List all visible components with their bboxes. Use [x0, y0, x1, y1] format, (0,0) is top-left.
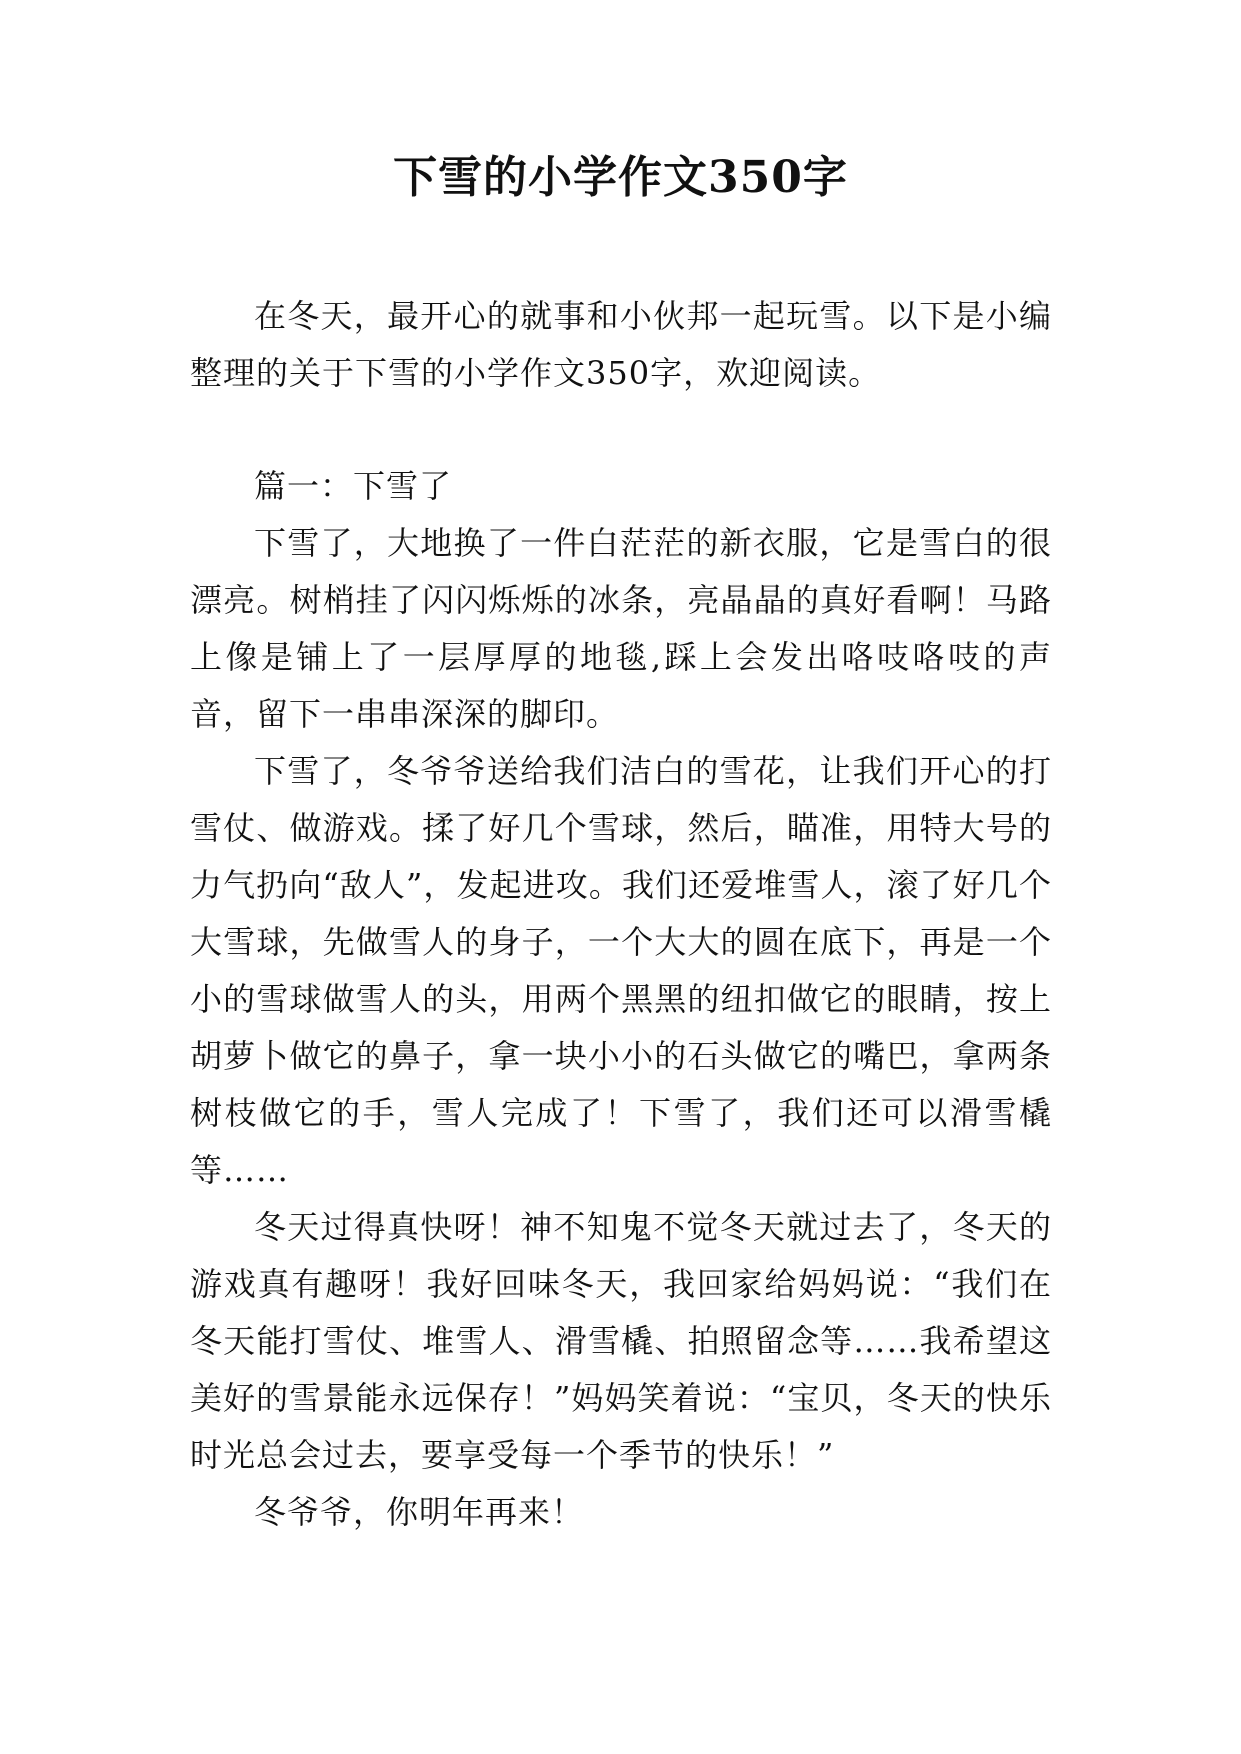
- section-spacer: [190, 402, 1052, 458]
- body-paragraph: 冬天过得真快呀！神不知鬼不觉冬天就过去了，冬天的游戏真有趣呀！我好回味冬天，我回家给妈妈说：“我们在冬天能打雪仗、堆雪人、滑雪橇、拍照留念等……我希望这美好的雪景能永远保存！”妈妈笑着说：“宝贝，冬天的快乐时光总会过去，要享受每一个季节的快乐！”: [190, 1208, 1052, 1474]
- body-paragraph: 下雪了，大地换了一件白茫茫的新衣服，它是雪白的很漂亮。树梢挂了闪闪烁烁的冰条，亮晶晶的真好看啊！马路上像是铺上了一层厚厚的地毯,踩上会发出咯吱咯吱的声音，留下一串串深深的脚印。: [190, 524, 1052, 733]
- body-paragraph: 下雪了，冬爷爷送给我们洁白的雪花，让我们开心的打雪仗、做游戏。揉了好几个雪球，然后，瞄准，用特大号的力气扔向“敌人”，发起进攻。我们还爱堆雪人，滚了好几个大雪球，先做雪人的身子，一个大大的圆在底下，再是一个小的雪球做雪人的头，用两个黑黑的纽扣做它的眼睛，按上胡萝卜做它的鼻子，拿一块小小的石头做它的嘴巴，拿两条树枝做它的手，雪人完成了！下雪了，我们还可以滑雪橇等……: [190, 752, 1052, 1189]
- document-body: [190, 288, 1052, 1541]
- document-title: 下雪的小学作文350字: [393, 152, 848, 203]
- closing-paragraph: 冬爷爷，你明年再来！: [254, 1493, 585, 1531]
- section-heading: 篇一：下雪了: [254, 467, 453, 505]
- intro-paragraph: 在冬天，最开心的就事和小伙邦一起玩雪。以下是小编整理的关于下雪的小学作文350字，欢迎阅读。: [190, 297, 1052, 392]
